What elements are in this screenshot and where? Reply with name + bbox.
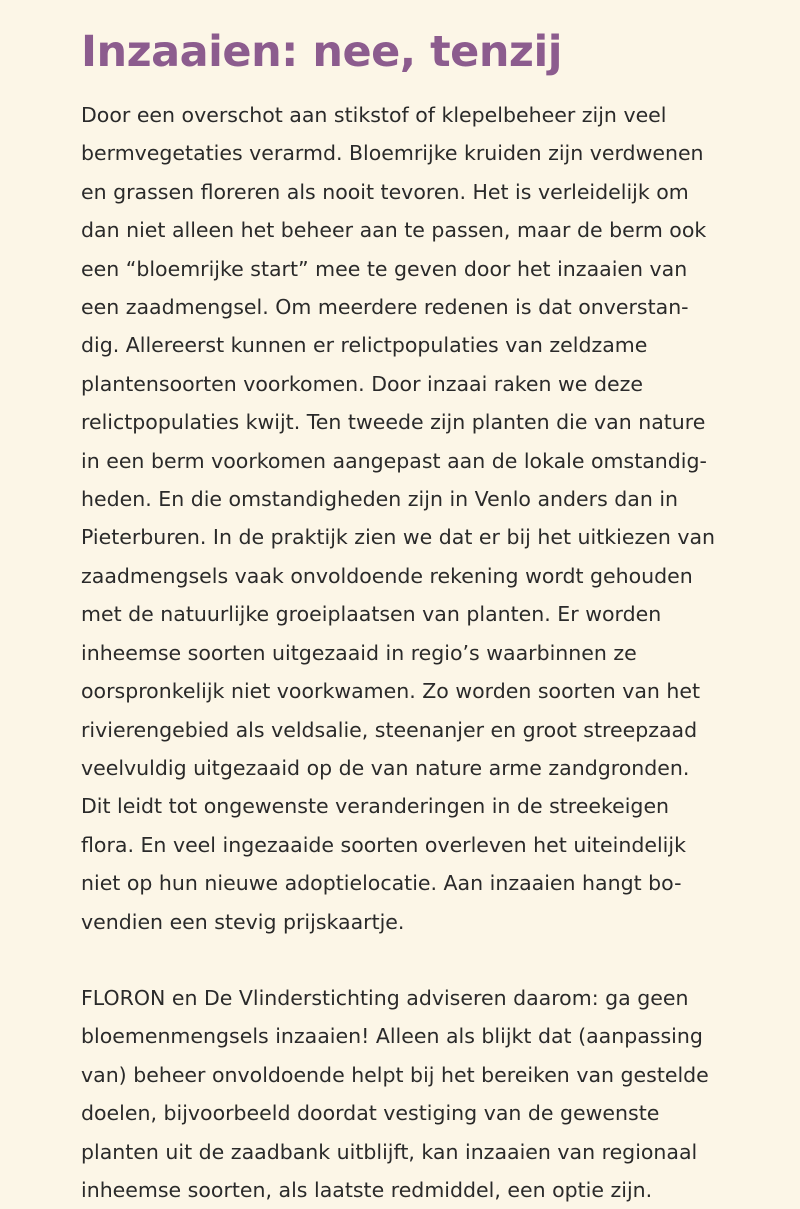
text-line: Dit leidt tot ongewenste veranderingen in de streekeigen [81, 794, 670, 819]
article-paragraph-1 [81, 96, 770, 941]
text-line: met de natuurlijke groeiplaatsen van planten. Er worden [81, 602, 662, 627]
text-line: inheemse soorten, als laatste redmiddel, een optie zijn. [81, 1177, 653, 1202]
article-paragraph-2 [81, 979, 770, 1209]
text-line: Door een overschot aan stikstof of klepelbeheer zijn veel [81, 103, 667, 127]
text-line: zaadmengsels vaak onvoldoende rekening wordt gehouden [81, 563, 693, 588]
text-line: dan niet alleen het beheer aan te passen, maar de berm ook [81, 218, 707, 243]
text-line: flora. En veel ingezaaide soorten overleven het uiteindelijk [81, 832, 686, 857]
text-line: van) beheer onvoldoende helpt bij het bereiken van gestelde [81, 1062, 709, 1087]
text-line: relictpopulaties kwijt. Ten tweede zijn planten die van nature [81, 410, 706, 435]
text-line: en grassen floreren als nooit tevoren. Het is verleidelijk om [81, 179, 689, 204]
article-title: Inzaaien: nee, tenzij [81, 27, 562, 77]
text-line: een “bloemrijke start” mee te geven door het inzaaien van [81, 256, 688, 281]
text-line: plantensoorten voorkomen. Door inzaai raken we deze [81, 371, 643, 396]
text-line: niet op hun nieuwe adoptielocatie. Aan inzaaien hangt bo- [81, 871, 682, 896]
text-line: in een berm voorkomen aangepast aan de lokale omstandig- [81, 448, 707, 473]
text-line: vendien een stevig prijskaartje. [81, 909, 405, 934]
text-line: FLORON en De Vlinderstichting adviseren daarom: ga geen [81, 985, 689, 1010]
text-line: rivierengebied als veldsalie, steenanjer en groot streepzaad [81, 717, 698, 742]
text-line: inheemse soorten uitgezaaid in regio’s waarbinnen ze [81, 640, 637, 665]
text-line: bermvegetaties verarmd. Bloemrijke kruiden zijn verdwenen [81, 141, 704, 166]
text-line: oorspronkelijk niet voorkwamen. Zo worden soorten van het [81, 679, 701, 704]
text-line: bloemenmengsels inzaaien! Alleen als blijkt dat (aanpassing [81, 1024, 703, 1049]
text-line: heden. En die omstandigheden zijn in Venlo anders dan in [81, 487, 679, 512]
text-line: veelvuldig uitgezaaid op de van nature arme zandgronden. [81, 755, 690, 780]
text-line: dig. Allereerst kunnen er relictpopulaties van zeldzame [81, 333, 648, 358]
text-line: Pieterburen. In de praktijk zien we dat er bij het uitkiezen van [81, 525, 716, 550]
text-line: doelen, bijvoorbeeld doordat vestiging van de gewenste [81, 1101, 660, 1126]
text-line: een zaadmengsel. Om meerdere redenen is dat onverstan- [81, 295, 689, 320]
text-line: planten uit de zaadbank uitblijft, kan inzaaien van regionaal [81, 1139, 698, 1164]
